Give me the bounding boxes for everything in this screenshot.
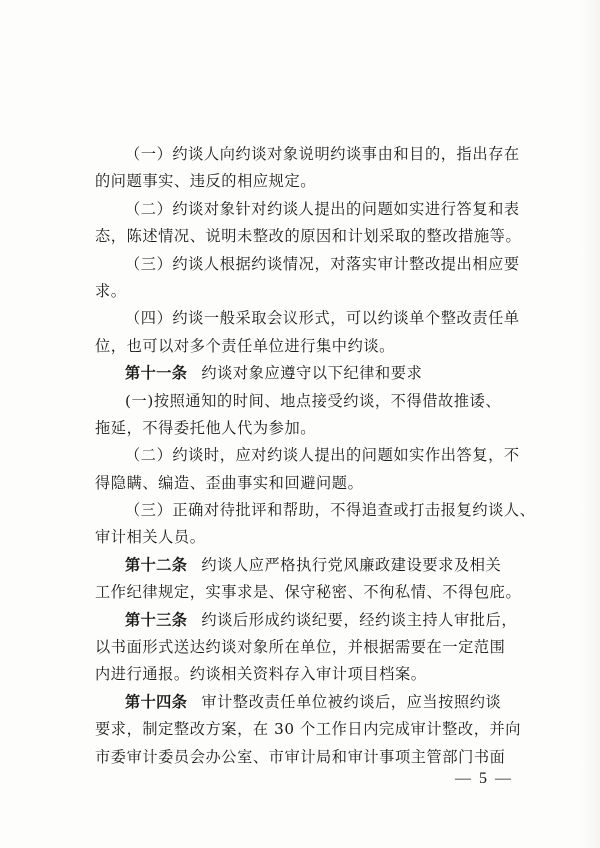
text-line: 要求，制定整改方案，在 30 个工作日内完成审计整改，并向 <box>95 720 522 739</box>
article-14-heading-line <box>95 689 515 716</box>
text-line: 市委审计委员会办公室、市审计局和审计事项主管部门书面 <box>95 747 506 766</box>
article-13-label: 第十三条 <box>125 610 188 629</box>
text-line: （四）约谈一般采取会议形式，可以约谈单个整改责任单 <box>125 309 520 328</box>
article-12-heading-line <box>95 552 515 579</box>
text-line: （三）约谈人根据约谈情况，对落实审计整改提出相应要 <box>125 254 520 273</box>
article-11-label: 第十一条 <box>125 364 188 383</box>
article-13-heading-line <box>95 607 518 634</box>
text-line: （一）约谈人向约谈对象说明约谈事由和目的，指出存在 <box>125 145 520 163</box>
text-line: 求。 <box>95 281 127 300</box>
text-line: （二）约谈时，应对约谈人提出的问题如实作出答复，不 <box>125 446 520 465</box>
text-line: 以书面形式送达约谈对象所在单位，并根据需要在一定范围 <box>95 638 506 657</box>
text-line: 内进行通报。约谈相关资料存入审计项目档案。 <box>95 665 427 684</box>
article-12-label: 第十二条 <box>125 555 188 574</box>
text-line: 工作纪律规定，实事求是、保守秘密、不徇私情、不得包庇。 <box>95 583 522 602</box>
page-number: — 5 — <box>455 770 513 787</box>
article-12-text: 约谈人应严格执行党风廉政建设要求及相关 <box>201 555 502 574</box>
text-line: 态，陈述情况、说明未整改的原因和计划采取的整改措施等。 <box>95 227 522 246</box>
page-edge-shadow <box>582 0 600 848</box>
text-line: （二）约谈对象针对约谈人提出的问题如实进行答复和表 <box>125 199 520 218</box>
article-14-label: 第十四条 <box>125 692 188 711</box>
article-14-text: 审计整改责任单位被约谈后，应当按照约谈 <box>201 692 502 711</box>
document-body <box>95 141 536 771</box>
text-line: (一)按照通知的时间、地点接受约谈，不得借故推诿、 <box>125 391 502 410</box>
text-line: 审计相关人员。 <box>95 528 206 547</box>
text-line: 的问题事实、违反的相应规定。 <box>95 172 317 191</box>
text-line: （三）正确对待批评和帮助，不得追查或打击报复约谈人、 <box>125 501 536 520</box>
article-11-text: 约谈对象应遵守以下纪律和要求 <box>201 364 423 383</box>
article-13-text: 约谈后形成约谈纪要，经约谈主持人审批后， <box>201 610 518 629</box>
article-11-heading-line <box>95 360 515 387</box>
text-line: 拖延，不得委托他人代为参加。 <box>95 418 317 437</box>
text-line: 得隐瞒、编造、歪曲事实和回避问题。 <box>95 473 364 492</box>
text-line: 位，也可以对多个责任单位进行集中约谈。 <box>95 336 395 355</box>
